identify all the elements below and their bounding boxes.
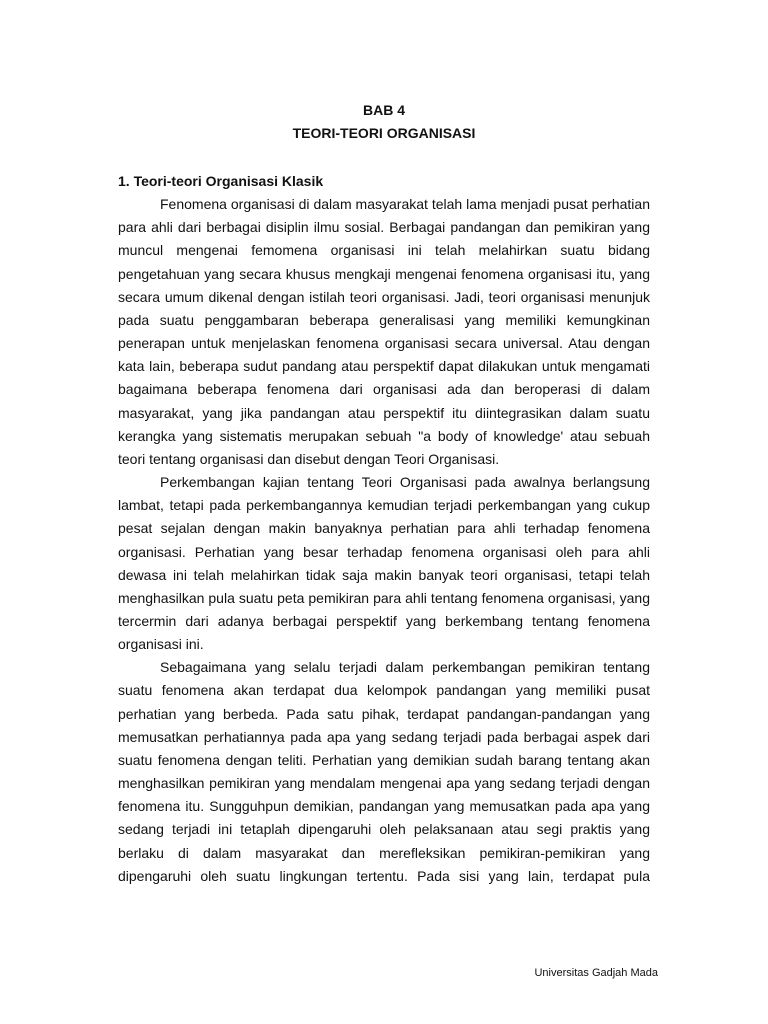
section-heading: 1. Teori-teori Organisasi Klasik bbox=[118, 173, 324, 189]
paragraph: Fenomena organisasi di dalam masyarakat telah lama menjadi pusat perhatian para ahli dari berbagai disiplin ilmu sosial. Berbagai pandangan dan pemikiran yang muncul mengenai femomena organisasi ini telah melahirkan suatu bidang pengetahuan yang secara khusus mengkaji mengenai fenomena organisasi itu, yang secara umum dikenal dengan istilah teori organisasi. Jadi, teori organisasi menunjuk pada suatu penggambaran beberapa generalisasi yang memiliki kemungkinan penerapan untuk menjelaskan fenomena organisasi secara universal. Atau dengan kata lain, beberapa sudut pandang atau perspektif dapat dilakukan untuk mengamati bagaimana beberapa fenomena dari organisasi ada dan beroperasi di dalam masyarakat, yang jika pandangan atau perspektif itu diintegrasikan dalam suatu kerangka yang sistematis merupakan sebuah "a body of knowledge' atau sebuah teori tentang organisasi dan disebut dengan Teori Organisasi. bbox=[118, 196, 650, 467]
chapter-label: BAB 4 bbox=[362, 102, 405, 118]
paragraph: Perkembangan kajian tentang Teori Organisasi pada awalnya berlangsung lambat, tetapi pada perkembangannya kemudian terjadi perkembangan yang cukup pesat sejalan dengan makin banyaknya perhatian para ahli terhadap fenomena organisasi. Perhatian yang besar terhadap fenomena organisasi oleh para ahli dewasa ini telah melahirkan tidak saja makin banyak teori organisasi, tetapi telah menghasilkan pula suatu peta pemikiran para ahli tentang fenomena organisasi, yang tercermin dari adanya berbagai perspektif yang berkembang tentang fenomena organisasi ini. bbox=[118, 474, 650, 653]
footer-institution: Universitas Gadjah Mada bbox=[534, 967, 658, 979]
paragraph: Sebagaimana yang selalu terjadi dalam perkembangan pemikiran tentang suatu fenomena akan terdapat dua kelompok pandangan yang memiliki pusat perhatian yang berbeda. Pada satu pihak, terdapat pandangan-pandangan yang memusatkan perhatiannya pada apa yang sedang terjadi pada berbagai aspek dari suatu fenomena dengan teliti. Perhatian yang demikian sudah barang tentang akan menghasilkan pemikiran yang mendalam mengenai apa yang sedang terjadi dengan fenomena itu. Sungguhpun demikian, pandangan yang memusatkan pada apa yang sedang terjadi ini tetaplah dipengaruhi oleh pelaksanaan atau segi praktis yang berlaku di dalam masyarakat dan merefleksikan pemikiran-pemikiran yang dipengaruhi oleh suatu lingkungan tertentu. Pada sisi yang lain, terdapat pula bbox=[118, 659, 650, 884]
document-body bbox=[118, 170, 650, 888]
chapter-title: TEORI-TEORI ORGANISASI bbox=[292, 125, 476, 141]
